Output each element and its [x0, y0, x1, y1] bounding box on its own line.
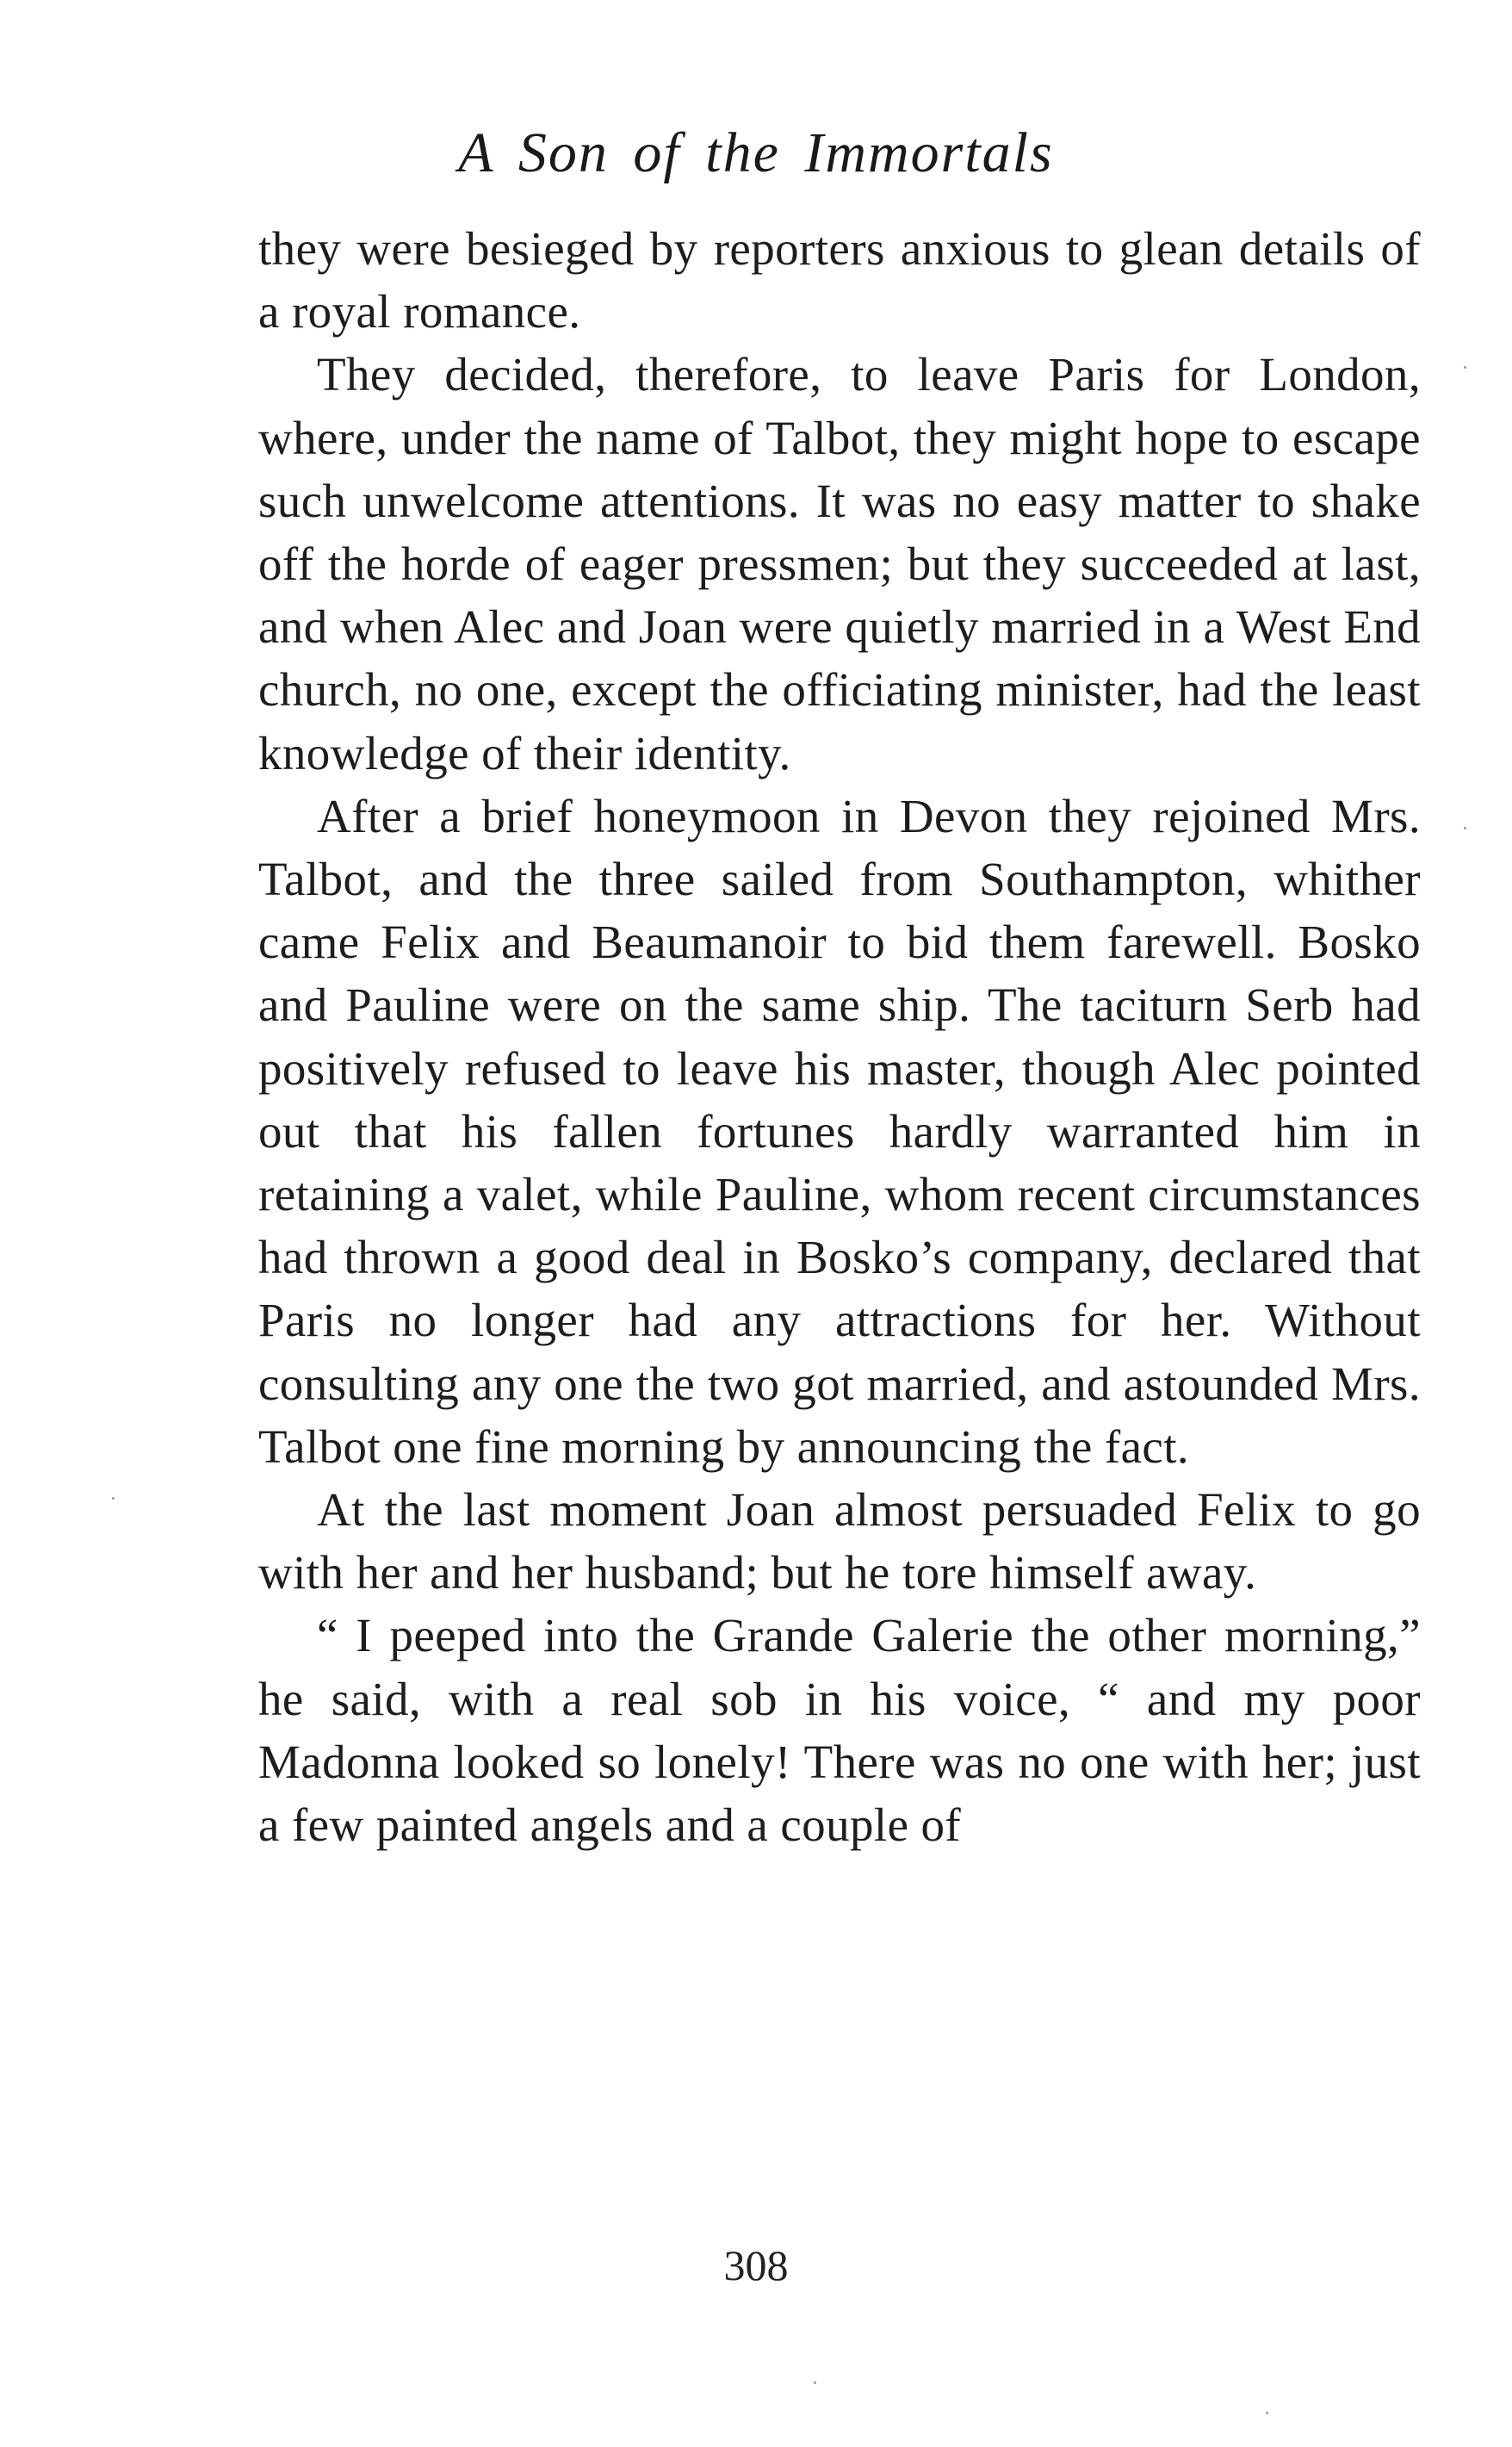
paragraph-leave-paris: They decided, therefore, to leave Paris for London, where, under the name of Talbot, they might hope to escape such unwelcome attentions. It was no easy matter to shake off the horde of eager pressmen; but they succeeded at last, and when Alec and Joan were quietly married in a West End church, no one, except the officiating minister, had the least knowledge of their identity.	[258, 348, 1421, 779]
body-text	[258, 217, 1421, 1856]
paper-speck	[1464, 827, 1466, 829]
paragraph-felix-speech: “ I peeped into the Grande Galerie the other morning,” he said, with a real sob in his voice, “ and my poor Madonna looked so lonely! There was no one with her; just a few painted angels and a couple of	[258, 1609, 1421, 1852]
paper-speck	[112, 1497, 115, 1500]
paper-speck	[814, 2382, 816, 2384]
running-head: A Son of the Immortals	[458, 121, 1054, 184]
paragraph-last-moment: At the last moment Joan almost persuaded Felix to go with her and her husband; but he tore himself away.	[258, 1483, 1421, 1599]
paragraph-continuation: they were besieged by reporters anxious to glean details of a royal romance.	[258, 222, 1421, 338]
page-number: 308	[723, 2241, 789, 2289]
paragraph-honeymoon: After a brief honeymoon in Devon they rejoined Mrs. Talbot, and the three sailed from Southampton, whither came Felix and Beaumanoir to bid them farewell. Bosko and Pauline were on the same ship. The taciturn Serb had positively refused to leave his master, though Alec pointed out that his fallen fortunes hardly warranted him in retaining a valet, while Pauline, whom recent circumstances had thrown a good deal in Bosko’s company, declared that Paris no longer had any attractions for her. Without consulting any one the two got married, and astounded Mrs. Talbot one fine morning by announcing the fact.	[258, 789, 1421, 1473]
paper-speck	[1464, 366, 1466, 369]
paper-speck	[1266, 2412, 1268, 2414]
